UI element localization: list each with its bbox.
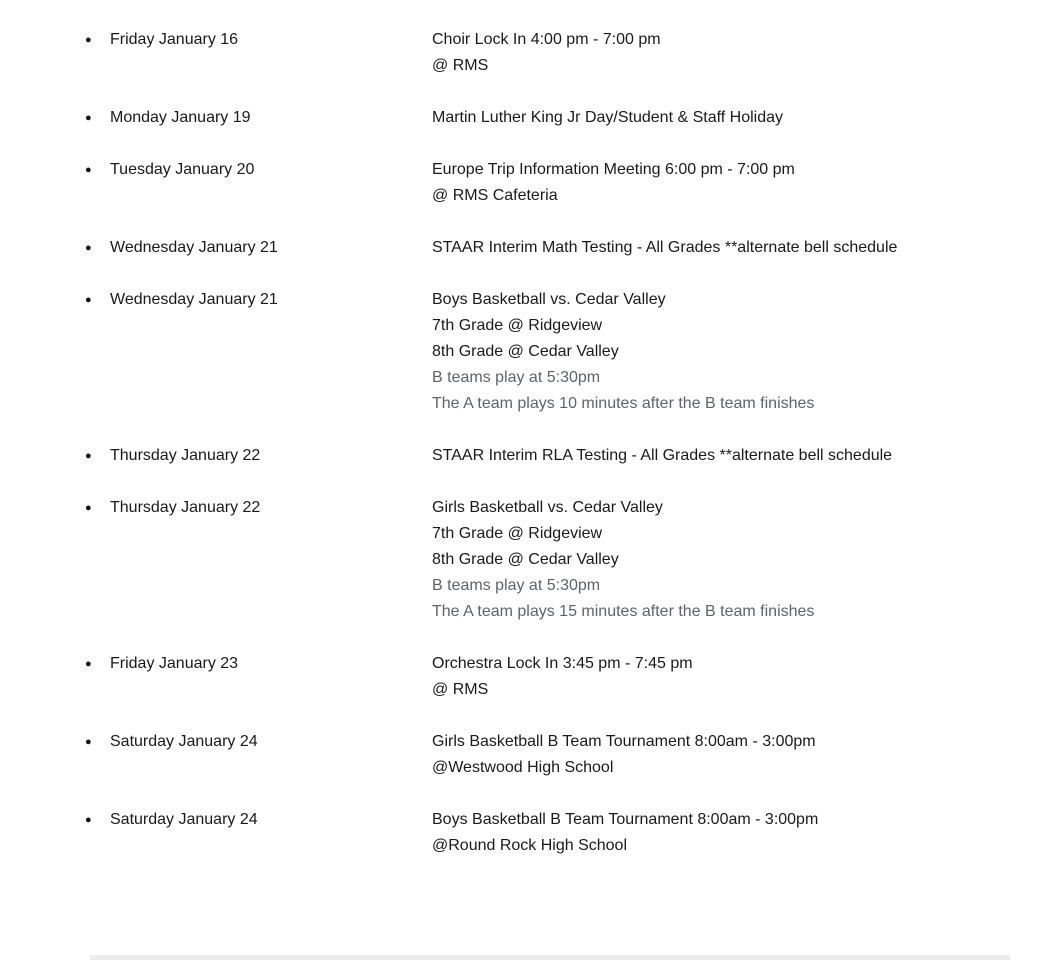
event-line: @ RMS [432, 57, 489, 74]
bullet-icon: ● [85, 34, 92, 46]
event-line: @Round Rock High School [432, 837, 628, 854]
event-lines [432, 443, 1061, 469]
event-line: Girls Basketball vs. Cedar Valley [432, 499, 663, 516]
event-line: B teams play at 5:30pm [432, 369, 601, 386]
event-line: 7th Grade @ Ridgeview [432, 317, 603, 334]
event-date: Saturday January 24 [110, 811, 258, 828]
event-line: 8th Grade @ Cedar Valley [432, 343, 619, 360]
event-line: @ RMS [432, 681, 489, 698]
event-row [85, 651, 1061, 703]
event-row [85, 443, 1061, 469]
event-date: Wednesday January 21 [110, 291, 278, 308]
event-line: Boys Basketball vs. Cedar Valley [432, 291, 666, 308]
event-date: Monday January 19 [110, 109, 251, 126]
bullet-icon: ● [85, 736, 92, 748]
event-line: B teams play at 5:30pm [432, 577, 601, 594]
bullet-icon: ● [85, 658, 92, 670]
event-line: Girls Basketball B Team Tournament 8:00am - 3:00pm [432, 733, 816, 750]
event-date: Thursday January 22 [110, 447, 261, 464]
event-date: Wednesday January 21 [110, 239, 278, 256]
event-lines [432, 27, 1061, 79]
bottom-partial-element [90, 955, 1010, 960]
bullet-icon: ● [85, 814, 92, 826]
bullet-icon: ● [85, 294, 92, 306]
event-line: Choir Lock In 4:00 pm - 7:00 pm [432, 31, 661, 48]
event-row [85, 157, 1061, 209]
event-line: 8th Grade @ Cedar Valley [432, 551, 619, 568]
event-row [85, 27, 1061, 79]
bullet-icon: ● [85, 112, 92, 124]
event-line: @ RMS Cafeteria [432, 187, 558, 204]
event-line: Boys Basketball B Team Tournament 8:00am - 3:00pm [432, 811, 819, 828]
event-date: Friday January 16 [110, 31, 239, 48]
event-date: Tuesday January 20 [110, 161, 255, 178]
event-row [85, 235, 1061, 261]
event-row [85, 729, 1061, 781]
event-lines [432, 235, 1061, 261]
event-lines [432, 807, 1061, 859]
event-lines [432, 495, 1061, 625]
event-lines [432, 105, 1061, 131]
event-line: @Westwood High School [432, 759, 614, 776]
event-line: Martin Luther King Jr Day/Student & Staff Holiday [432, 109, 783, 126]
bullet-icon: ● [85, 164, 92, 176]
bullet-icon: ● [85, 242, 92, 254]
bullet-icon: ● [85, 450, 92, 462]
event-line: The A team plays 10 minutes after the B team finishes [432, 395, 815, 412]
event-line: The A team plays 15 minutes after the B team finishes [432, 603, 815, 620]
event-row [85, 807, 1061, 859]
event-row [85, 495, 1061, 625]
event-line: Europe Trip Information Meeting 6:00 pm - 7:00 pm [432, 161, 795, 178]
event-line: 7th Grade @ Ridgeview [432, 525, 603, 542]
event-line: STAAR Interim Math Testing - All Grades **alternate bell schedule [432, 239, 898, 256]
event-lines [432, 729, 1061, 781]
event-lines [432, 287, 1061, 417]
bullet-icon: ● [85, 502, 92, 514]
event-lines [432, 651, 1061, 703]
event-line: STAAR Interim RLA Testing - All Grades **alternate bell schedule [432, 447, 893, 464]
event-lines [432, 157, 1061, 209]
event-row [85, 287, 1061, 417]
event-date: Friday January 23 [110, 655, 239, 672]
event-row [85, 105, 1061, 131]
event-line: Orchestra Lock In 3:45 pm - 7:45 pm [432, 655, 693, 672]
event-date: Saturday January 24 [110, 733, 258, 750]
event-date: Thursday January 22 [110, 499, 261, 516]
